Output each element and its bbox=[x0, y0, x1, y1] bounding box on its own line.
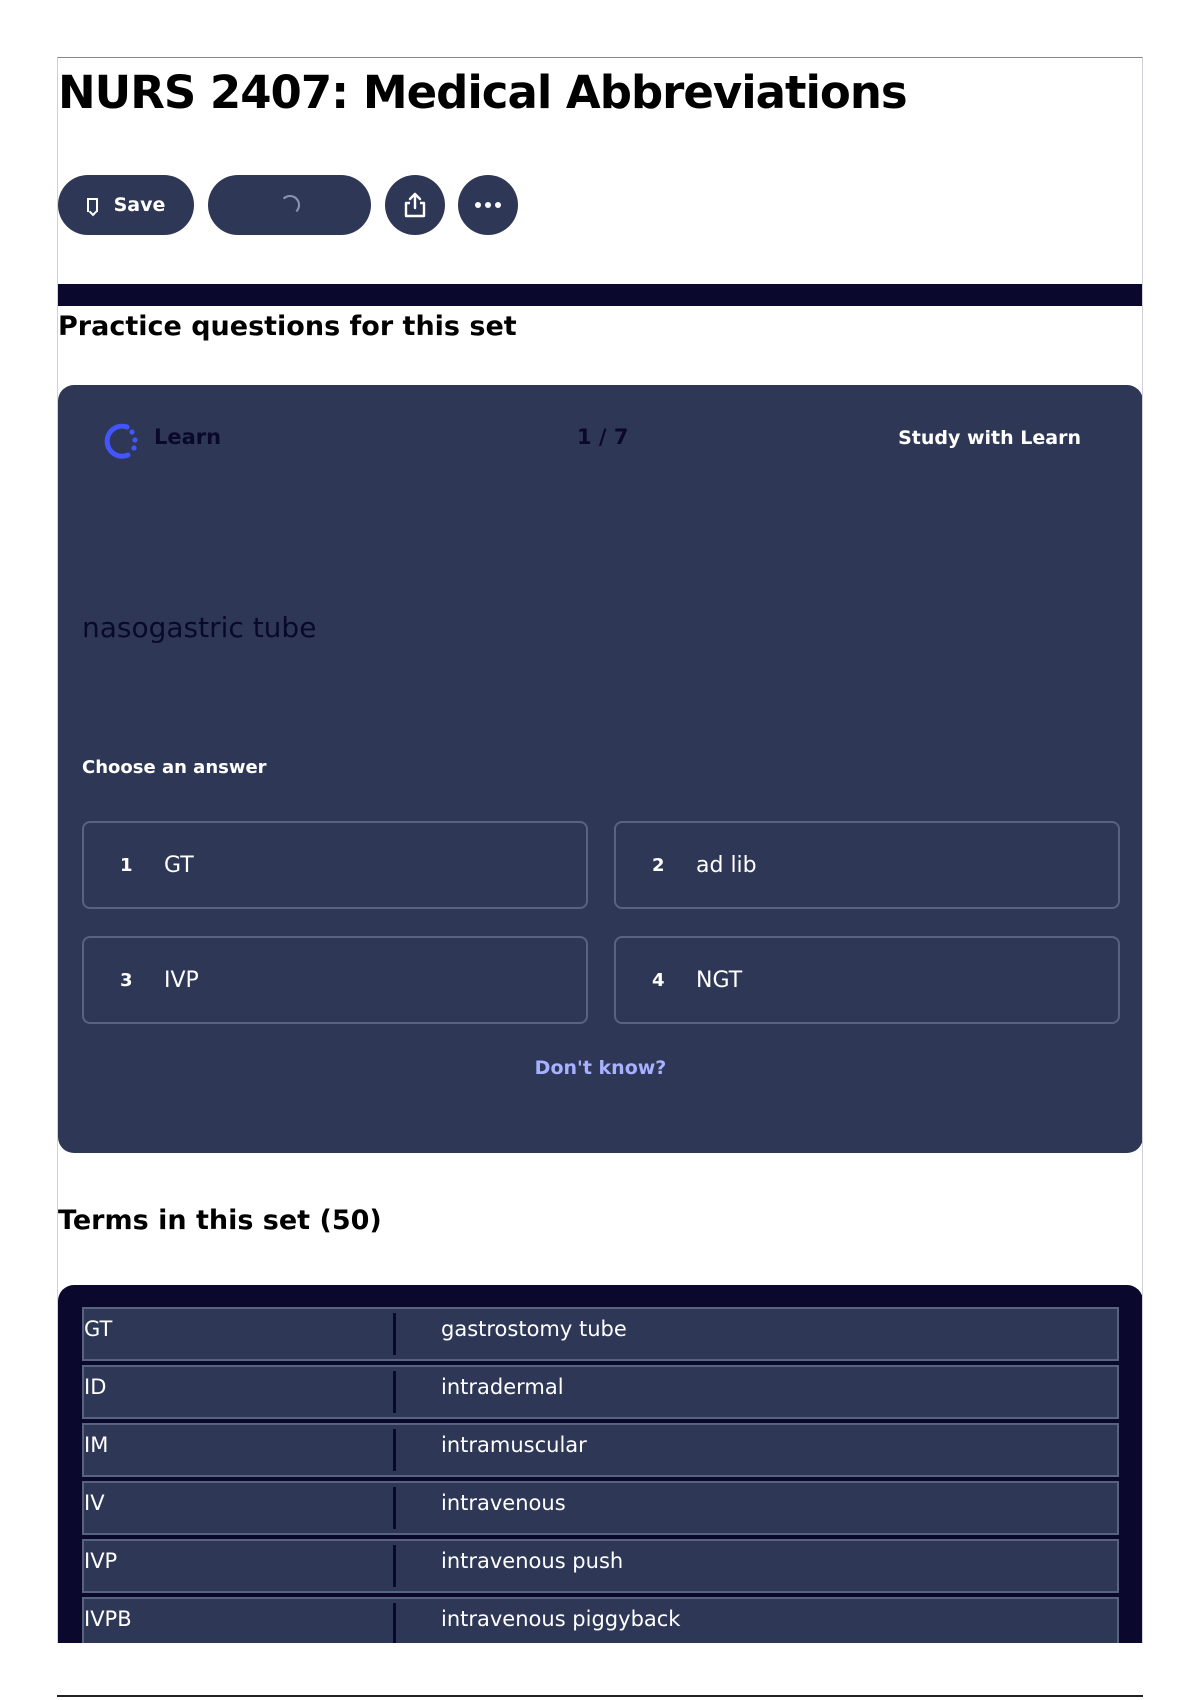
term-row bbox=[82, 1539, 1119, 1593]
term-definition: intramuscular bbox=[441, 1433, 587, 1457]
option-answer: GT bbox=[164, 852, 194, 878]
save-button[interactable] bbox=[58, 175, 194, 235]
term-row bbox=[82, 1423, 1119, 1477]
dont-know-button[interactable]: Don't know? bbox=[534, 1057, 667, 1079]
page-title: NURS 2407: Medical Abbreviations bbox=[58, 66, 907, 119]
share-button[interactable] bbox=[385, 175, 445, 235]
term-definition: intravenous piggyback bbox=[441, 1607, 681, 1631]
more-horizontal-icon bbox=[474, 201, 502, 209]
page-bottom-rule bbox=[57, 1695, 1143, 1697]
share-icon bbox=[402, 191, 428, 219]
term-word: IVPB bbox=[84, 1607, 132, 1631]
learn-card-header bbox=[58, 385, 1143, 495]
option-number: 2 bbox=[652, 854, 665, 876]
term-word: IM bbox=[84, 1433, 109, 1457]
bookmark-icon bbox=[87, 198, 98, 212]
learn-mode-label: Learn bbox=[154, 425, 222, 449]
term-definition: intravenous push bbox=[441, 1549, 624, 1573]
terms-card bbox=[58, 1285, 1143, 1643]
term-definition: intradermal bbox=[441, 1375, 564, 1399]
answer-option-3[interactable] bbox=[82, 936, 588, 1024]
option-answer: NGT bbox=[696, 967, 743, 993]
term-separator bbox=[393, 1487, 396, 1529]
set-toolbar bbox=[58, 174, 531, 236]
answer-option-4[interactable] bbox=[614, 936, 1120, 1024]
loading-button[interactable] bbox=[208, 175, 371, 235]
section-divider bbox=[58, 284, 1143, 306]
option-number: 4 bbox=[652, 969, 665, 991]
term-row bbox=[82, 1481, 1119, 1535]
term-word: IV bbox=[84, 1491, 105, 1515]
terms-heading: Terms in this set (50) bbox=[58, 1205, 382, 1236]
term-row bbox=[82, 1307, 1119, 1361]
term-word: ID bbox=[84, 1375, 107, 1399]
option-answer: ad lib bbox=[696, 852, 757, 878]
question-prompt: nasogastric tube bbox=[82, 611, 317, 644]
term-definition: intravenous bbox=[441, 1491, 566, 1515]
question-progress: 1 / 7 bbox=[577, 425, 629, 449]
term-separator bbox=[393, 1603, 396, 1643]
term-separator bbox=[393, 1429, 396, 1471]
learn-card bbox=[58, 385, 1143, 1153]
more-options-button[interactable] bbox=[458, 175, 518, 235]
term-row bbox=[82, 1365, 1119, 1419]
term-word: GT bbox=[84, 1317, 113, 1341]
term-separator bbox=[393, 1371, 396, 1413]
learn-icon bbox=[97, 419, 141, 463]
choose-answer-label: Choose an answer bbox=[82, 757, 267, 778]
page-frame bbox=[57, 57, 1143, 1643]
option-number: 3 bbox=[120, 969, 133, 991]
option-answer: IVP bbox=[164, 967, 199, 993]
option-number: 1 bbox=[120, 854, 133, 876]
answer-option-2[interactable] bbox=[614, 821, 1120, 909]
practice-heading: Practice questions for this set bbox=[58, 311, 517, 342]
spinner-icon bbox=[280, 195, 300, 215]
term-word: IVP bbox=[84, 1549, 118, 1573]
save-button-label: Save bbox=[113, 194, 166, 216]
term-definition: gastrostomy tube bbox=[441, 1317, 627, 1341]
term-separator bbox=[393, 1545, 396, 1587]
terms-list bbox=[82, 1307, 1119, 1643]
answer-option-1[interactable] bbox=[82, 821, 588, 909]
study-with-learn-link[interactable]: Study with Learn bbox=[898, 427, 1081, 449]
term-row bbox=[82, 1597, 1119, 1643]
term-separator bbox=[393, 1313, 396, 1355]
